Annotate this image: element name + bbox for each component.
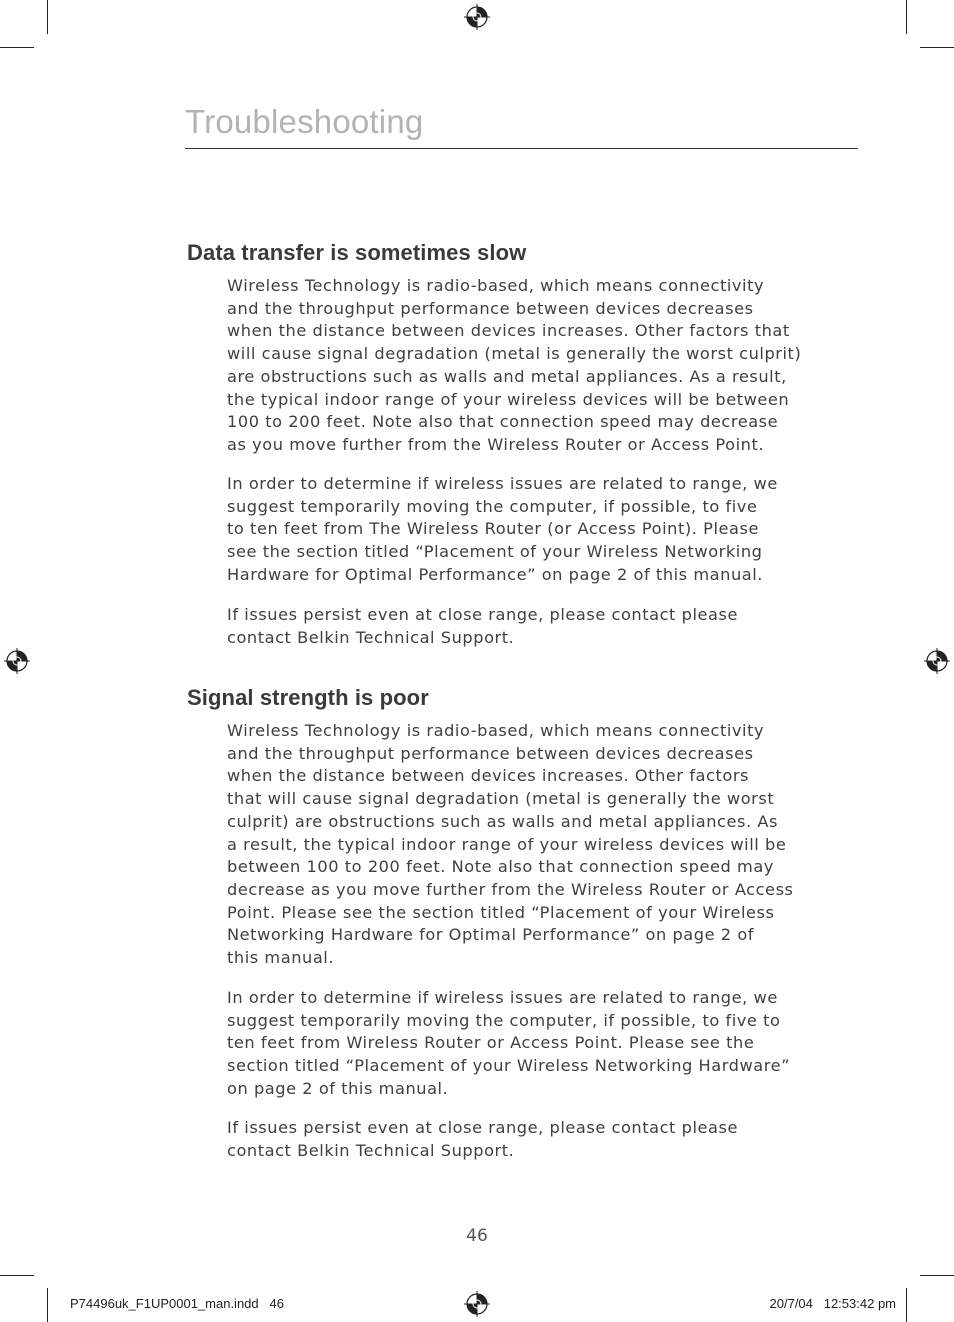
section-2-paragraph-1: Wireless Technology is radio-based, which means connectivity and the throughput performance between devices decreases when the distance between devices increases. Other factors that will cause signal degradation (metal is generally the worst culprit) are obstructions such as walls and metal appliances. As a result, the typical indoor range of your wireless devices will be between 100 to 200 feet. Note also that connection speed may decrease as you move further from the Wireless Router or Access Point. Please see the section titled “Placement of your Wireless Networking Hardware for Optimal Performance” on page 2 of this manual. (227, 721, 794, 968)
registration-target-icon (464, 4, 490, 30)
crop-mark-bottom-right-horizontal (920, 1275, 954, 1276)
page-number: 46 (466, 1226, 488, 1246)
registration-target-icon (4, 648, 30, 674)
section-2-paragraph-2: In order to determine if wireless issues are related to range, we suggest temporarily moving the computer, if possible, to five to ten feet from Wireless Router or Access Point. Please see the section titled “Placement of your Wireless Networking Hardware” on page 2 of this manual. (227, 988, 791, 1098)
section-heading-data-transfer: Data transfer is sometimes slow (187, 240, 527, 265)
print-slug-timestamp: 20/7/04 12:53:42 pm (769, 1296, 896, 1311)
crop-mark-bottom-left-vertical (47, 1288, 48, 1322)
section-2-paragraph-3: If issues persist even at close range, please contact please contact Belkin Technical Support. (227, 1118, 738, 1160)
crop-mark-top-left-vertical (47, 0, 48, 34)
registration-target-icon (924, 648, 950, 674)
title-divider (185, 148, 858, 149)
registration-target-icon (464, 1291, 490, 1317)
crop-mark-top-left-horizontal (0, 47, 34, 48)
section-1-paragraph-3: If issues persist even at close range, please contact please contact Belkin Technical Support. (227, 605, 738, 647)
section-heading-signal-strength: Signal strength is poor (187, 685, 429, 710)
crop-mark-bottom-right-vertical (906, 1288, 907, 1322)
section-1-paragraph-2: In order to determine if wireless issues are related to range, we suggest temporarily moving the computer, if possible, to five to ten feet from The Wireless Router (or Access Point). Please see the section titled “Placement of your Wireless Networking Hardware for Optimal Performance” on page 2 of this manual. (227, 474, 778, 584)
crop-mark-bottom-left-horizontal (0, 1275, 34, 1276)
crop-mark-top-right-vertical (906, 0, 907, 34)
print-slug-filename: P74496uk_F1UP0001_man.indd 46 (70, 1296, 284, 1311)
page-title: Troubleshooting (185, 103, 424, 140)
crop-mark-top-right-horizontal (920, 47, 954, 48)
section-1-paragraph-1: Wireless Technology is radio-based, which means connectivity and the throughput performance between devices decreases when the distance between devices increases. Other factors that will cause signal degradation (metal is generally the worst culprit) are obstructions such as walls and metal appliances. As a result, the typical indoor range of your wireless devices will be between 100 to 200 feet. Note also that connection speed may decrease as you move further from the Wireless Router or Access Point. (227, 276, 802, 454)
